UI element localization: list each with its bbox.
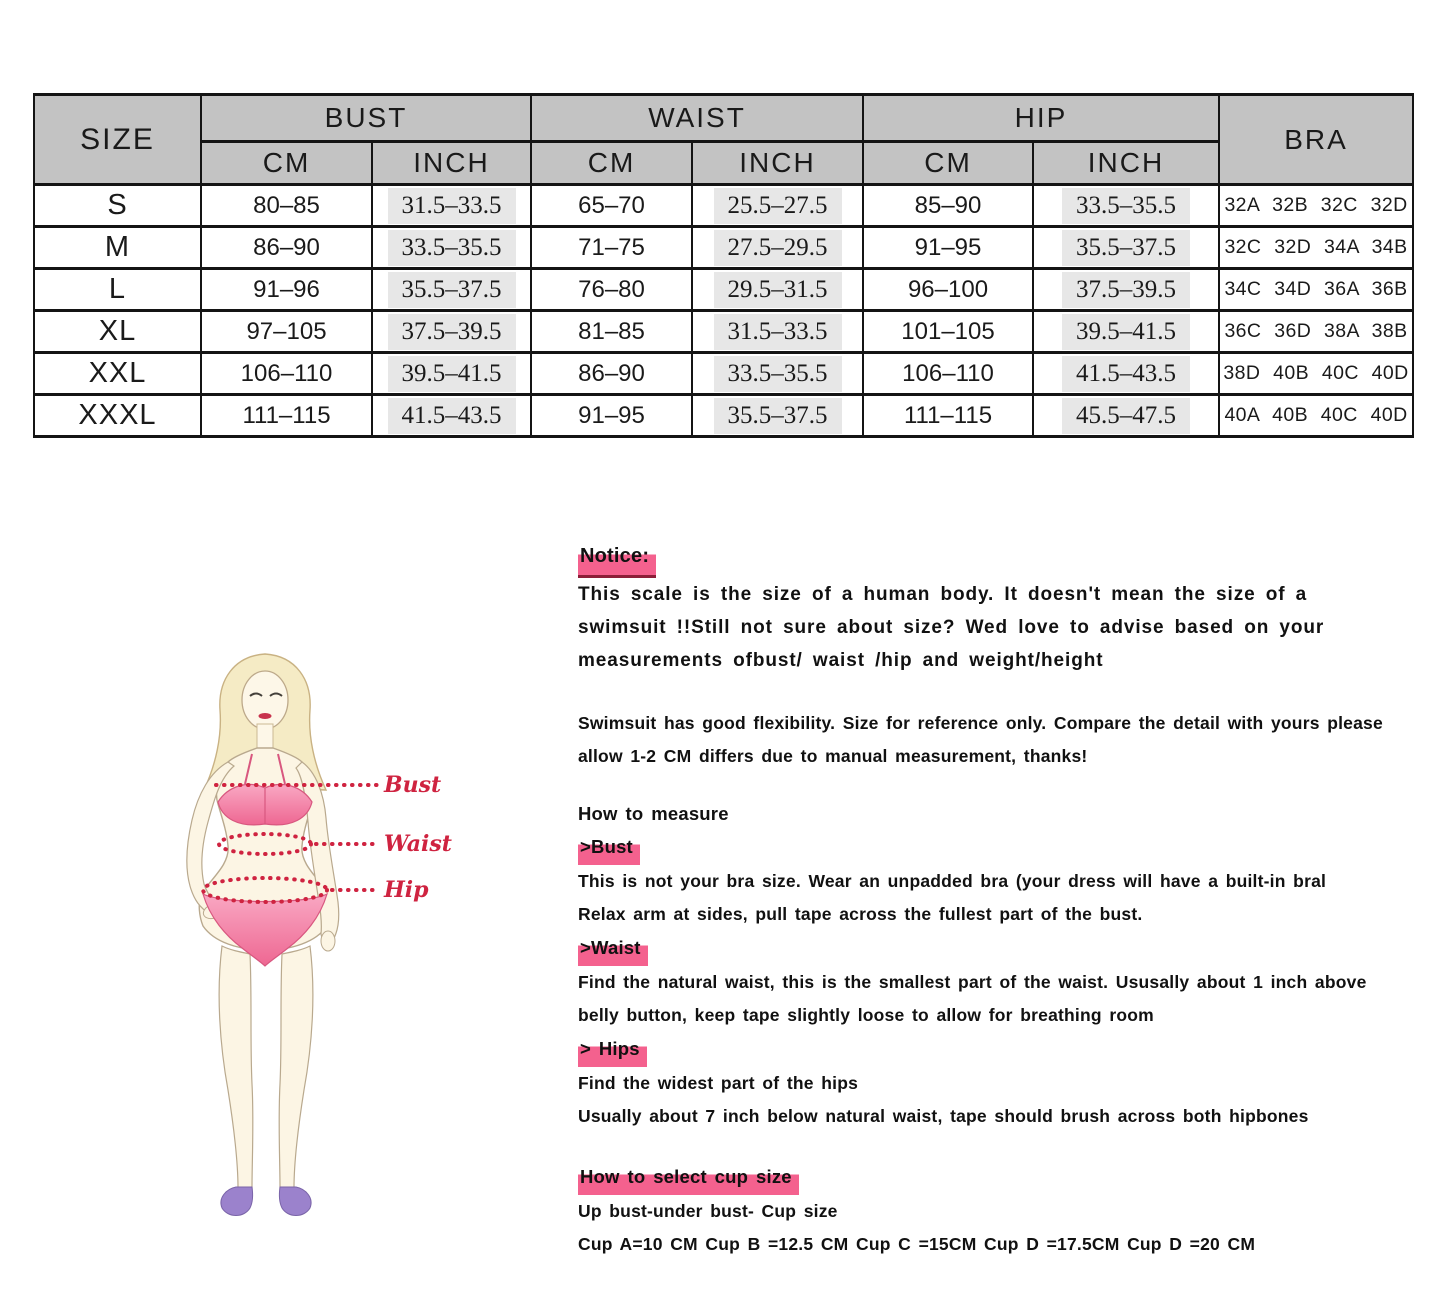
waist-inch-value: 27.5–29.5 (714, 230, 842, 266)
size-label: XXL (34, 353, 201, 395)
waist-inch (692, 311, 863, 353)
table-row-m (34, 227, 1413, 269)
size-chart-table (33, 93, 1414, 438)
hip-inch-value: 41.5–43.5 (1062, 356, 1190, 392)
hip-inch (1033, 395, 1219, 437)
bust-heading: >Bust (578, 830, 640, 865)
subheader-bust-cm: CM (201, 142, 372, 185)
instructions-column (578, 540, 1438, 1261)
bust-inch-value: 39.5–41.5 (388, 356, 516, 392)
cup-instruction-line: Up bust-under bust- Cup size (578, 1201, 838, 1221)
bust-label: Bust (384, 772, 442, 798)
hip-cm: 91–95 (863, 227, 1033, 269)
waist-inch (692, 185, 863, 227)
hip-inch (1033, 269, 1219, 311)
subheader-hip-cm: CM (863, 142, 1033, 185)
figure-face (242, 671, 288, 729)
bust-inch-value: 35.5–37.5 (388, 272, 516, 308)
bra-sizes: 32C 32D 34A 34B (1219, 227, 1413, 269)
hips-heading-line (578, 1032, 1438, 1067)
waist-inch (692, 395, 863, 437)
hips-heading: > Hips (578, 1032, 647, 1067)
bust-cm: 106–110 (201, 353, 372, 395)
waist-cm: 71–75 (531, 227, 692, 269)
waist-cm: 76–80 (531, 269, 692, 311)
bra-sizes: 32A 32B 32C 32D (1219, 185, 1413, 227)
waist-heading-line (578, 931, 1438, 966)
hip-inch-value: 37.5–39.5 (1062, 272, 1190, 308)
hip-inch (1033, 185, 1219, 227)
waist-inch (692, 353, 863, 395)
hips-instruction-line: Usually about 7 inch below natural waist, tape should brush across both hipbones (578, 1106, 1309, 1126)
hip-cm: 106–110 (863, 353, 1033, 395)
bust-cm: 86–90 (201, 227, 372, 269)
waist-cm: 91–95 (531, 395, 692, 437)
notice-heading-line (578, 540, 1438, 578)
waist-instruction-line: Find the natural waist, this is the smallest part of the waist. Ususally about 1 inch above (578, 972, 1367, 992)
waist-cm: 81–85 (531, 311, 692, 353)
bust-cm: 80–85 (201, 185, 372, 227)
bust-instruction-line: This is not your bra size. Wear an unpadded bra (your dress will have a built-in bral (578, 871, 1327, 891)
subheader-hip-inch: INCH (1033, 142, 1219, 185)
bust-inch (372, 227, 531, 269)
col-header-bust: BUST (201, 95, 531, 142)
figure-shoe-left (221, 1187, 253, 1216)
table-row-xxxl (34, 395, 1413, 437)
hip-inch (1033, 311, 1219, 353)
table-row-xl (34, 311, 1413, 353)
figure-leg-left (219, 946, 253, 1188)
cup-size-heading: How to select cup size (578, 1160, 799, 1195)
measurement-figure-illustration (150, 638, 482, 1238)
bra-sizes: 36C 36D 38A 38B (1219, 311, 1413, 353)
bust-inch-value: 41.5–43.5 (388, 398, 516, 434)
bust-cm: 111–115 (201, 395, 372, 437)
size-label: S (34, 185, 201, 227)
subheader-waist-cm: CM (531, 142, 692, 185)
bust-cm: 91–96 (201, 269, 372, 311)
bust-inch (372, 353, 531, 395)
table-row-l (34, 269, 1413, 311)
bust-inch-value: 31.5–33.5 (388, 188, 516, 224)
flexibility-line: allow 1-2 CM differs due to manual measurement, thanks! (578, 746, 1088, 766)
notice-heading: Notice: (578, 540, 656, 578)
waist-instruction-line: belly button, keep tape slightly loose to allow for breathing room (578, 1005, 1154, 1025)
hip-cm: 101–105 (863, 311, 1033, 353)
figure-leg-right (279, 946, 313, 1188)
waist-inch (692, 227, 863, 269)
notice-line: This scale is the size of a human body. It doesn't mean the size of a (578, 584, 1308, 605)
table-row-s (34, 185, 1413, 227)
notice-line: swimsuit !!Still not sure about size? Wed love to advise based on your (578, 617, 1325, 638)
how-to-measure-heading: How to measure (578, 803, 729, 824)
bust-inch (372, 395, 531, 437)
hip-inch (1033, 227, 1219, 269)
col-header-hip: HIP (863, 95, 1219, 142)
subheader-waist-inch: INCH (692, 142, 863, 185)
flexibility-line: Swimsuit has good flexibility. Size for reference only. Compare the detail with yours please (578, 713, 1383, 733)
figure-hand-right (321, 931, 335, 951)
col-header-waist: WAIST (531, 95, 863, 142)
bust-inch (372, 269, 531, 311)
size-label: L (34, 269, 201, 311)
col-header-bra: BRA (1219, 95, 1413, 185)
subheader-bust-inch: INCH (372, 142, 531, 185)
bust-inch-value: 33.5–35.5 (388, 230, 516, 266)
waist-inch-value: 25.5–27.5 (714, 188, 842, 224)
col-header-size: SIZE (34, 95, 201, 185)
waist-label: Waist (384, 831, 452, 857)
table-row-xxl (34, 353, 1413, 395)
cup-instruction-line: Cup A=10 CM Cup B =12.5 CM Cup C =15CM Cup D =17.5CM Cup D =20 CM (578, 1234, 1256, 1254)
hip-inch (1033, 353, 1219, 395)
size-label: XL (34, 311, 201, 353)
figure-shoe-right (279, 1187, 311, 1216)
waist-inch-value: 31.5–33.5 (714, 314, 842, 350)
waist-inch-value: 33.5–35.5 (714, 356, 842, 392)
bust-inch (372, 185, 531, 227)
hip-inch-value: 45.5–47.5 (1062, 398, 1190, 434)
bust-cm: 97–105 (201, 311, 372, 353)
waist-inch-value: 35.5–37.5 (714, 398, 842, 434)
bust-instruction-line: Relax arm at sides, pull tape across the fullest part of the bust. (578, 904, 1143, 924)
bra-sizes: 38D 40B 40C 40D (1219, 353, 1413, 395)
waist-heading: >Waist (578, 931, 648, 966)
size-label: XXXL (34, 395, 201, 437)
waist-cm: 65–70 (531, 185, 692, 227)
bra-sizes: 40A 40B 40C 40D (1219, 395, 1413, 437)
hip-cm: 96–100 (863, 269, 1033, 311)
hip-inch-value: 35.5–37.5 (1062, 230, 1190, 266)
hips-instruction-line: Find the widest part of the hips (578, 1073, 859, 1093)
hip-inch-value: 33.5–35.5 (1062, 188, 1190, 224)
notice-line: measurements ofbust/ waist /hip and weight/height (578, 650, 1104, 671)
measurement-figure (150, 638, 482, 1238)
waist-cm: 86–90 (531, 353, 692, 395)
bust-inch (372, 311, 531, 353)
bra-sizes: 34C 34D 36A 36B (1219, 269, 1413, 311)
bust-heading-line (578, 830, 1438, 865)
hip-cm: 111–115 (863, 395, 1033, 437)
figure-lips (259, 713, 272, 719)
hip-inch-value: 39.5–41.5 (1062, 314, 1190, 350)
waist-inch (692, 269, 863, 311)
size-label: M (34, 227, 201, 269)
cup-heading-line (578, 1160, 1438, 1195)
hip-cm: 85–90 (863, 185, 1033, 227)
waist-inch-value: 29.5–31.5 (714, 272, 842, 308)
bust-inch-value: 37.5–39.5 (388, 314, 516, 350)
hip-label: Hip (384, 877, 429, 903)
